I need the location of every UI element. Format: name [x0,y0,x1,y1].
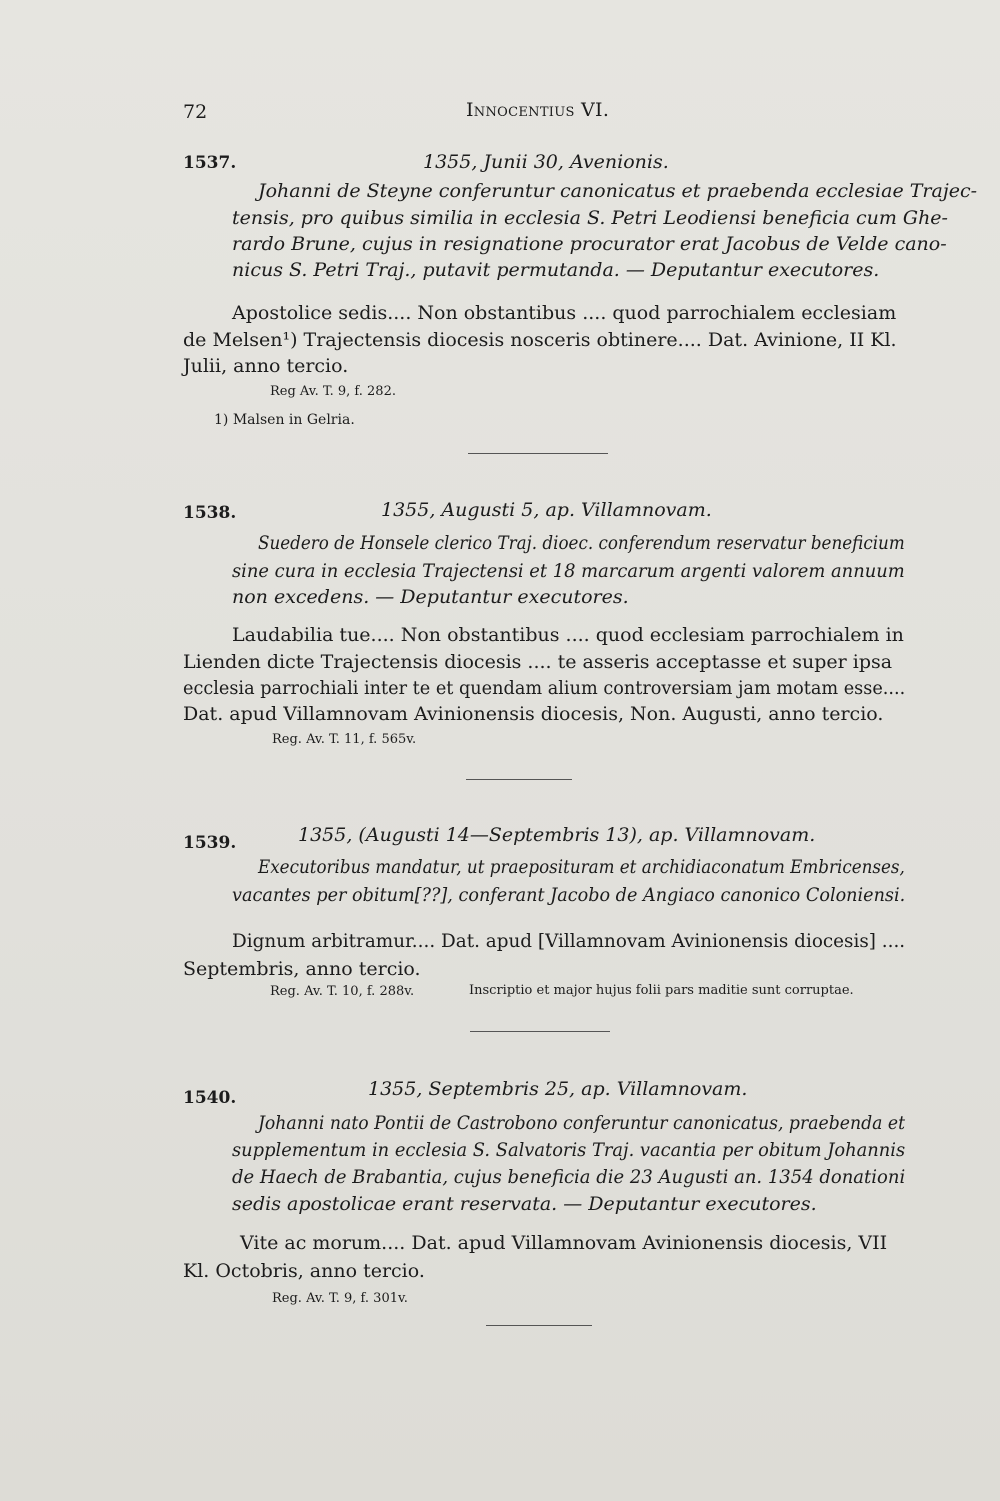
body-line: Septembris, anno tercio. [183,958,421,980]
register-reference: Reg. Av. T. 10, f. 288v. [270,984,415,999]
entry-number: 1538. [183,503,237,523]
entry-number: 1537. [183,153,237,173]
entry-date: 1355, Augusti 5, ap. Villamnovam. [381,499,712,521]
entry-number: 1540. [183,1088,237,1108]
summary-line: tensis, pro quibus similia in ecclesia S. Petri Leodiensi beneficia cum Ghe- [232,207,948,229]
body-line: Dat. apud Villamnovam Avinionensis diocesis, Non. Augusti, anno tercio. [183,703,884,725]
running-head: Innocentius VI. [466,99,610,121]
entry-divider [468,453,608,454]
body-line: Julii, anno tercio. [183,355,349,377]
entry-date: 1355, Septembris 25, ap. Villamnovam. [368,1078,748,1100]
footnote: 1) Malsen in Gelria. [214,412,355,428]
entry-divider [486,1325,592,1326]
register-reference: Reg Av. T. 9, f. 282. [270,384,396,399]
body-line: de Melsen¹) Trajectensis diocesis nosceris obtinere.... Dat. Avinione, II Kl. [183,329,897,351]
summary-line: de Haech de Brabantia, cujus beneficia die 23 Augusti an. 1354 donationi [232,1166,906,1188]
body-line: ecclesia parrochiali inter te et quendam alium controversiam jam motam esse.... [183,677,906,699]
summary-line: sine cura in ecclesia Trajectensi et 18 marcarum argenti valorem annuum [232,560,905,582]
body-line: Kl. Octobris, anno tercio. [183,1260,425,1282]
summary-line: non excedens. — Deputantur executores. [232,586,629,608]
body-line: Lienden dicte Trajectensis diocesis .... te asseris acceptasse et super ipsa [183,651,893,673]
summary-line: rardo Brune, cujus in resignatione procurator erat Jacobus de Velde cano- [232,233,947,255]
register-note: Inscriptio et major hujus folii pars maditie sunt corruptae. [469,983,854,998]
register-reference: Reg. Av. T. 11, f. 565v. [272,732,417,747]
summary-line: Suedero de Honsele clerico Traj. dioec. conferendum reservatur beneficium [258,532,905,554]
summary-line: Johanni de Steyne conferuntur canonicatus et praebenda ecclesiae Trajec- [258,180,978,202]
entry-date: 1355, Junii 30, Avenionis. [423,151,669,173]
summary-line: Executoribus mandatur, ut praeposituram et archidiaconatum Embricenses, [258,856,905,878]
entry-number: 1539. [183,833,237,853]
page-number: 72 [183,101,208,123]
entry-date: 1355, (Augusti 14—Septembris 13), ap. Villamnovam. [298,824,816,846]
register-reference: Reg. Av. T. 9, f. 301v. [272,1291,408,1306]
body-line: Laudabilia tue.... Non obstantibus .... quod ecclesiam parrochialem in [232,624,904,646]
summary-line: sedis apostolicae erant reservata. — Deputantur executores. [232,1193,817,1215]
summary-line: Johanni nato Pontii de Castrobono conferuntur canonicatus, praebenda et [258,1112,906,1134]
body-line: Dignum arbitramur.... Dat. apud [Villamnovam Avinionensis diocesis] .... [232,930,906,952]
summary-line: supplementum in ecclesia S. Salvatoris Traj. vacantia per obitum Johannis [232,1139,906,1161]
entry-divider [470,1031,610,1032]
body-line: Apostolice sedis.... Non obstantibus .... quod parrochialem ecclesiam [232,302,897,324]
summary-line: vacantes per obitum[??], conferant Jacobo de Angiaco canonico Coloniensi. [232,884,906,906]
summary-line: nicus S. Petri Traj., putavit permutanda. — Deputantur executores. [232,259,880,281]
entry-divider [466,779,572,780]
body-line: Vite ac morum.... Dat. apud Villamnovam Avinionensis diocesis, VII [240,1232,888,1254]
